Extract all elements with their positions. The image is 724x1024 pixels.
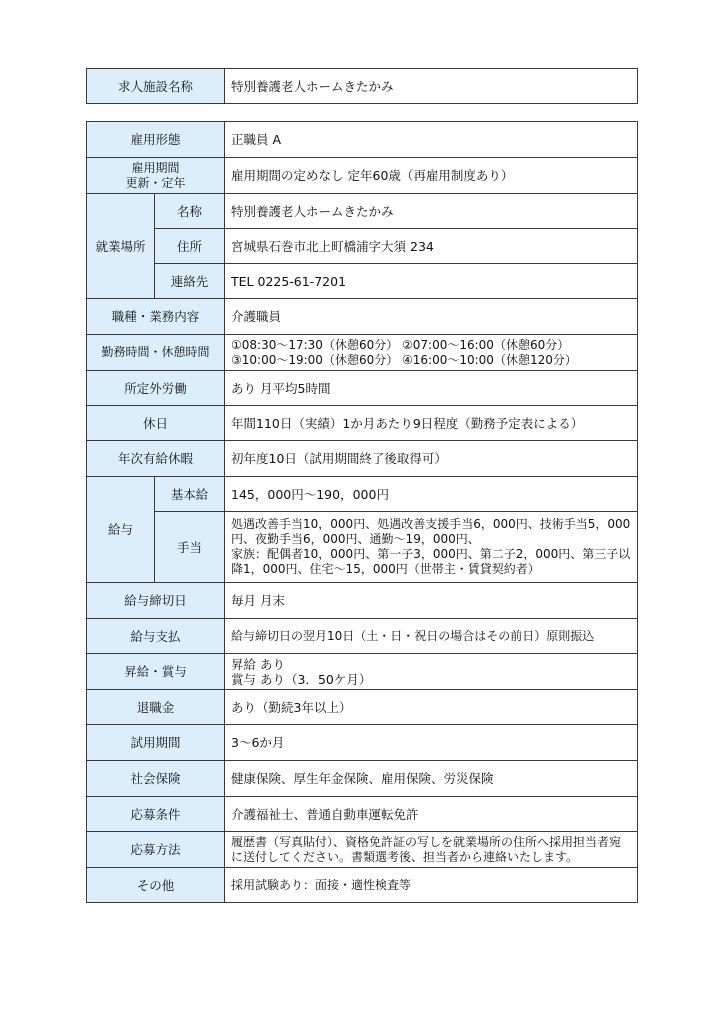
row-workplace-address: [87, 229, 638, 264]
apply-method-label: 応募方法: [87, 832, 225, 868]
work-hours-value: ①08:30～17:30（休憩60分） ②07:00～16:00（休憩60分） ③10:00～19:00（休憩60分） ④16:00～10:00（休憩120分）: [225, 335, 638, 371]
workplace-name-value: 特別養護老人ホームきたかみ: [225, 194, 638, 229]
facility-name-table: [86, 68, 638, 104]
pay-cutoff-label: 給与締切日: [87, 583, 225, 619]
row-workplace-contact: [87, 264, 638, 299]
row-retirement: [87, 690, 638, 725]
workplace-address-value: 宮城県石巻市北上町橋浦字大須 234: [225, 229, 638, 264]
row-employment-type: [87, 122, 638, 158]
row-raise-bonus: [87, 654, 638, 690]
salary-base-value: 145，000円～190，000円: [225, 477, 638, 512]
salary-allowance-label: 手当: [155, 512, 225, 583]
workplace-contact-label: 連絡先: [155, 264, 225, 299]
apply-method-value: 履歴書（写真貼付）、資格免許証の写しを就業場所の住所へ採用担当者宛に送付してください。書類選考後、担当者から連絡いたします。: [225, 832, 638, 868]
raise-bonus-label: 昇給・賞与: [87, 654, 225, 690]
work-hours-label: 勤務時間・休憩時間: [87, 335, 225, 371]
insurance-value: 健康保険、厚生年金保険、雇用保険、労災保険: [225, 761, 638, 797]
trial-value: 3～6か月: [225, 725, 638, 761]
row-overtime: [87, 371, 638, 406]
other-label: その他: [87, 868, 225, 903]
employment-period-label: 雇用期間 更新・定年: [87, 158, 225, 194]
workplace-contact-value: TEL 0225-61-7201: [225, 264, 638, 299]
other-value: 採用試験あり：面接・適性検査等: [225, 868, 638, 903]
pay-payment-label: 給与支払: [87, 619, 225, 654]
facility-name-row: [87, 69, 638, 104]
pay-payment-value: 給与締切日の翌月10日（土・日・祝日の場合はその前日）原則振込: [225, 619, 638, 654]
job-type-value: 介護職員: [225, 299, 638, 335]
holidays-label: 休日: [87, 406, 225, 441]
row-job-type: [87, 299, 638, 335]
row-pay-payment: [87, 619, 638, 654]
paid-leave-label: 年次有給休暇: [87, 441, 225, 477]
trial-label: 試用期間: [87, 725, 225, 761]
job-type-label: 職種・業務内容: [87, 299, 225, 335]
employment-period-value: 雇用期間の定めなし 定年60歳（再雇用制度あり）: [225, 158, 638, 194]
row-salary-base: [87, 477, 638, 512]
row-other: [87, 868, 638, 903]
row-insurance: [87, 761, 638, 797]
raise-bonus-value: 昇給 あり 賞与 あり（3．50ケ月）: [225, 654, 638, 690]
overtime-value: あり 月平均5時間: [225, 371, 638, 406]
row-pay-cutoff: [87, 583, 638, 619]
overtime-label: 所定外労働: [87, 371, 225, 406]
job-details-table: [86, 121, 638, 903]
workplace-label: 就業場所: [87, 194, 155, 299]
retirement-value: あり（勤続3年以上）: [225, 690, 638, 725]
workplace-address-label: 住所: [155, 229, 225, 264]
requirements-value: 介護福祉士、普通自動車運転免許: [225, 797, 638, 832]
facility-name-value: 特別養護老人ホームきたかみ: [225, 69, 638, 104]
salary-label: 給与: [87, 477, 155, 583]
row-trial: [87, 725, 638, 761]
facility-name-label: 求人施設名称: [87, 69, 225, 104]
salary-base-label: 基本給: [155, 477, 225, 512]
workplace-name-label: 名称: [155, 194, 225, 229]
row-workplace-name: [87, 194, 638, 229]
requirements-label: 応募条件: [87, 797, 225, 832]
row-work-hours: [87, 335, 638, 371]
row-holidays: [87, 406, 638, 441]
holidays-value: 年間110日（実績）1か月あたり9日程度（勤務予定表による）: [225, 406, 638, 441]
employment-type-value: 正職員 A: [225, 122, 638, 158]
salary-allowance-value: 処遇改善手当10，000円、処遇改善支援手当6，000円、技術手当5，000円、夜勤手当6，000円、通勤～19，000円、 家族：配偶者10，000円、第一子3，000円、第二子2，000円、第三子以降1，000円、住宅～15，000円（世帯主・賃貸契約者）: [225, 512, 638, 583]
row-apply-method: [87, 832, 638, 868]
paid-leave-value: 初年度10日（試用期間終了後取得可）: [225, 441, 638, 477]
row-employment-period: [87, 158, 638, 194]
insurance-label: 社会保険: [87, 761, 225, 797]
employment-type-label: 雇用形態: [87, 122, 225, 158]
pay-cutoff-value: 毎月 月末: [225, 583, 638, 619]
row-paid-leave: [87, 441, 638, 477]
row-salary-allowance: [87, 512, 638, 583]
retirement-label: 退職金: [87, 690, 225, 725]
row-requirements: [87, 797, 638, 832]
